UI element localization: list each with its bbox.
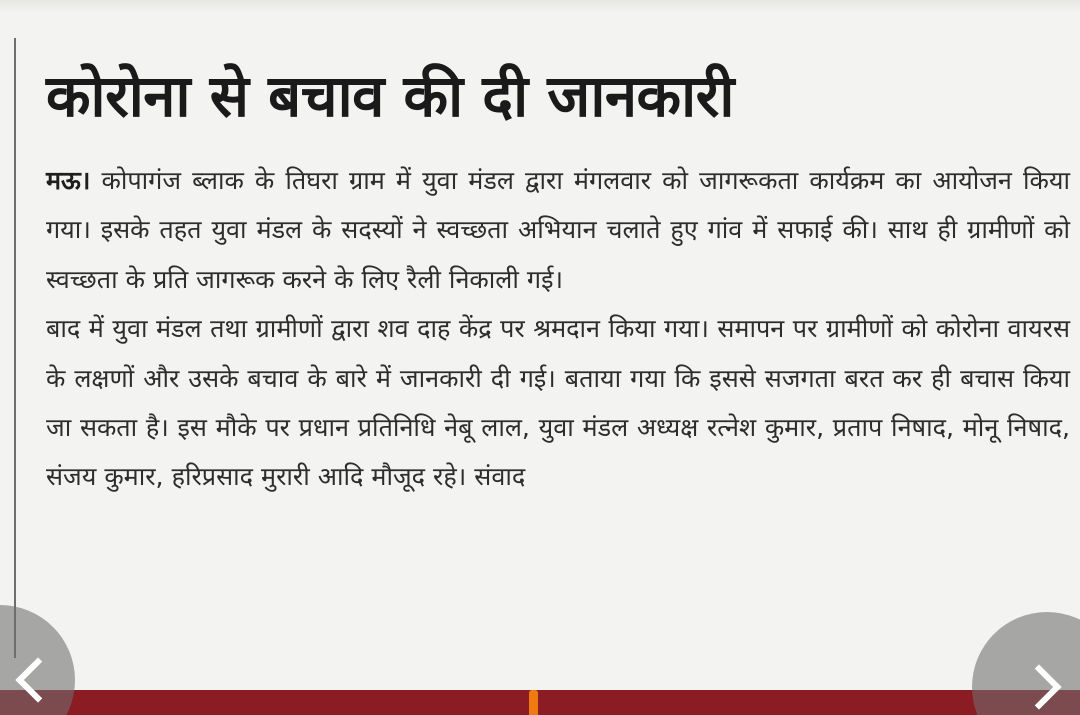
chevron-left-icon	[15, 657, 60, 702]
article-paragraph-2: बाद में युवा मंडल तथा ग्रामीणों द्वारा शव दाह केंद्र पर श्रमदान किया गया। समापन पर ग्रामीणों को कोरोना वायरस के लक्षणों और उसके बचाव के बारे में जानकारी दी गई। बताया गया कि इससे सजगता बरत कर ही बचास किया जा सकता है। इस मौके पर प्रधान प्रतिनिधि नेबू लाल, युवा मंडल अध्यक्ष रत्नेश कुमार, प्रताप निषाद, मोनू निषाद, संजय कुमार, हरिप्रसाद मुरारी आदि मौजूद रहे। संवाद	[46, 314, 1071, 492]
news-clipping	[46, 40, 1070, 690]
article-paragraph-1-text: कोपागंज ब्लाक के तिघरा ग्राम में युवा मंडल द्वारा मंगलवार को जागरूकता कार्यक्रम का आयोजन किया गया। इसके तहत युवा मंडल के सदस्यों ने स्वच्छता अभियान चलाते हुए गांव में सफाई की। साथ ही ग्रामीणों को स्वच्छता के प्रति जागरूक करने के लिए रैली निकाली गई।	[46, 166, 1071, 294]
article-headline: कोरोना से बचाव की दी जानकारी	[46, 62, 734, 130]
column-divider	[14, 38, 16, 658]
chevron-right-icon	[1016, 664, 1061, 709]
clipping-top-edge	[0, 0, 1080, 12]
bottom-bar-marker	[529, 690, 538, 715]
article-dateline: मऊ।	[46, 166, 91, 195]
bottom-bar	[0, 690, 1080, 715]
article-body	[46, 156, 1070, 502]
article-paragraph-1	[46, 156, 1070, 304]
